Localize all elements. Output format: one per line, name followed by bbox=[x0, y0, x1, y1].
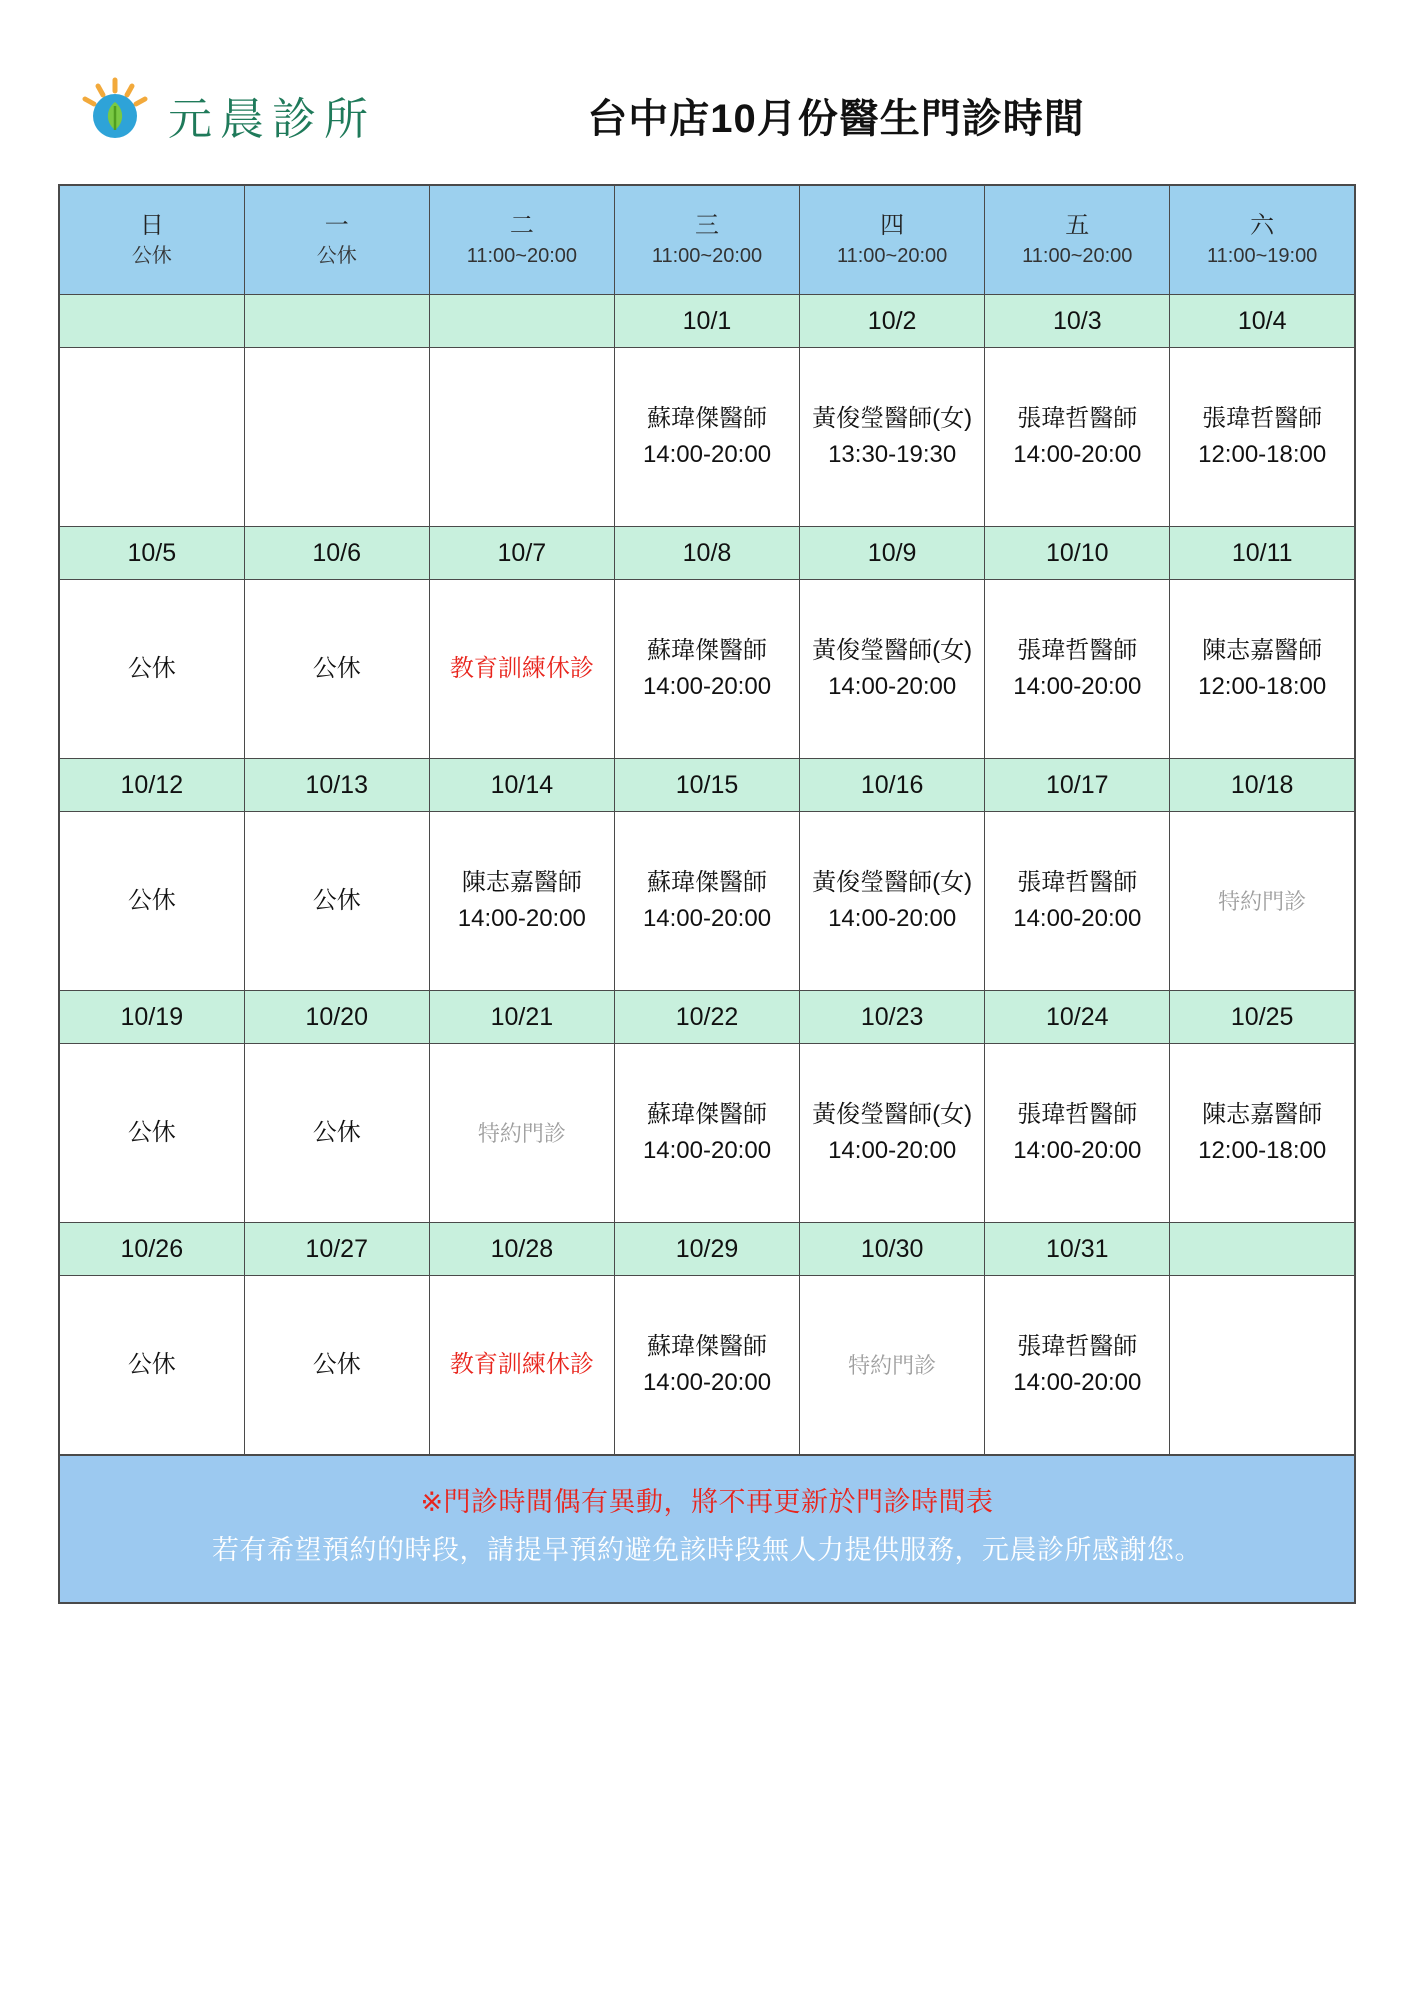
schedule-cell bbox=[985, 812, 1170, 991]
sun-leaf-logo-icon bbox=[76, 76, 154, 154]
schedule-cell bbox=[614, 1276, 799, 1456]
schedule-cell bbox=[800, 812, 985, 991]
weekday-name: 三 bbox=[694, 212, 719, 240]
doctor-hours: 14:00-20:00 bbox=[1013, 441, 1142, 468]
weekday-header-cell bbox=[985, 185, 1170, 295]
doctor-name: 張瑋哲醫師 bbox=[1017, 637, 1138, 664]
doctor-hours: 14:00-20:00 bbox=[457, 905, 586, 932]
date-cell: 10/24 bbox=[985, 991, 1170, 1044]
schedule-cell bbox=[59, 580, 244, 759]
weekday-name: 日 bbox=[139, 212, 164, 240]
schedule-cell bbox=[985, 1276, 1170, 1456]
weekday-name: 六 bbox=[1250, 212, 1275, 240]
clinic-name: 元晨診所 bbox=[168, 94, 376, 145]
doctor-name: 黃俊瑩醫師(女) bbox=[812, 869, 973, 896]
weekday-header-cell bbox=[244, 185, 429, 295]
schedule-table-body bbox=[59, 185, 1355, 1455]
doctor-name: 張瑋哲醫師 bbox=[1017, 405, 1138, 432]
doctor-name: 陳志嘉醫師 bbox=[1202, 637, 1323, 664]
doctor-hours: 14:00-20:00 bbox=[1013, 905, 1142, 932]
doctor-name: 蘇瑋傑醫師 bbox=[646, 637, 767, 664]
weekday-hours: 11:00~20:00 bbox=[1022, 244, 1133, 267]
weekday-hours: 11:00~19:00 bbox=[1207, 244, 1318, 267]
weekday-hours: 11:00~20:00 bbox=[466, 244, 577, 267]
date-cell: 10/27 bbox=[244, 1223, 429, 1276]
date-cell: 10/31 bbox=[985, 1223, 1170, 1276]
weekday-hours: 公休 bbox=[316, 244, 357, 267]
date-row bbox=[59, 991, 1355, 1044]
date-cell: 10/19 bbox=[59, 991, 244, 1044]
date-row bbox=[59, 1223, 1355, 1276]
date-row bbox=[59, 295, 1355, 348]
doctor-name: 蘇瑋傑醫師 bbox=[646, 405, 767, 432]
weekday-hours: 11:00~20:00 bbox=[651, 244, 763, 267]
schedule-cell bbox=[244, 1044, 429, 1223]
schedule-row bbox=[59, 812, 1355, 991]
date-cell: 10/17 bbox=[985, 759, 1170, 812]
doctor-name: 蘇瑋傑醫師 bbox=[646, 869, 767, 896]
date-row bbox=[59, 527, 1355, 580]
schedule-cell bbox=[59, 1276, 244, 1456]
doctor-hours: 14:00-20:00 bbox=[828, 1137, 957, 1164]
schedule-row bbox=[59, 1044, 1355, 1223]
date-cell: 10/20 bbox=[244, 991, 429, 1044]
date-cell: 10/7 bbox=[429, 527, 614, 580]
special-clinic-note: 特約門診 bbox=[1218, 888, 1307, 914]
date-cell: 10/10 bbox=[985, 527, 1170, 580]
doctor-name: 黃俊瑩醫師(女) bbox=[812, 637, 973, 664]
schedule-cell bbox=[244, 348, 429, 527]
schedule-cell bbox=[429, 812, 614, 991]
schedule-cell bbox=[1170, 348, 1355, 527]
date-cell: 10/11 bbox=[1170, 527, 1355, 580]
training-closed-note: 教育訓練休診 bbox=[449, 1351, 594, 1378]
schedule-cell bbox=[985, 1044, 1170, 1223]
schedule-cell bbox=[800, 580, 985, 759]
schedule-cell bbox=[429, 580, 614, 759]
schedule-cell bbox=[614, 812, 799, 991]
schedule-cell bbox=[429, 348, 614, 527]
closed-note: 公休 bbox=[127, 655, 176, 682]
schedule-cell bbox=[1170, 812, 1355, 991]
weekday-header-cell bbox=[614, 185, 799, 295]
doctor-name: 張瑋哲醫師 bbox=[1202, 405, 1323, 432]
weekday-header-cell bbox=[1170, 185, 1355, 295]
doctor-name: 張瑋哲醫師 bbox=[1017, 869, 1138, 896]
date-cell: 10/4 bbox=[1170, 295, 1355, 348]
schedule-cell bbox=[429, 1044, 614, 1223]
weekday-hours: 公休 bbox=[131, 244, 172, 267]
doctor-name: 陳志嘉醫師 bbox=[461, 869, 582, 896]
schedule-cell bbox=[1170, 580, 1355, 759]
date-cell: 10/8 bbox=[614, 527, 799, 580]
date-cell: 10/3 bbox=[985, 295, 1170, 348]
doctor-hours: 14:00-20:00 bbox=[828, 905, 957, 932]
date-cell: 10/21 bbox=[429, 991, 614, 1044]
weekday-hours: 11:00~20:00 bbox=[836, 244, 948, 267]
date-cell: 10/25 bbox=[1170, 991, 1355, 1044]
closed-note: 公休 bbox=[127, 887, 176, 914]
clinic-logo bbox=[76, 76, 376, 154]
date-cell: 10/14 bbox=[429, 759, 614, 812]
schedule-cell bbox=[1170, 1276, 1355, 1456]
date-cell: 10/5 bbox=[59, 527, 244, 580]
schedule-cell bbox=[244, 812, 429, 991]
doctor-hours: 12:00-18:00 bbox=[1198, 441, 1327, 468]
doctor-name: 黃俊瑩醫師(女) bbox=[812, 1101, 973, 1128]
weekday-header-cell bbox=[429, 185, 614, 295]
date-cell: 10/22 bbox=[614, 991, 799, 1044]
date-cell bbox=[1170, 1223, 1355, 1276]
schedule-cell bbox=[244, 580, 429, 759]
weekday-header-row bbox=[59, 185, 1355, 295]
footer-notice bbox=[58, 1456, 1356, 1604]
schedule-cell bbox=[985, 580, 1170, 759]
page-header bbox=[58, 60, 1356, 170]
doctor-name: 黃俊瑩醫師(女) bbox=[812, 405, 973, 432]
closed-note: 公休 bbox=[127, 1351, 176, 1378]
schedule-cell bbox=[244, 1276, 429, 1456]
closed-note: 公休 bbox=[312, 1351, 361, 1378]
schedule-cell bbox=[59, 812, 244, 991]
page-title: 台中店10月份醫生門診時間 bbox=[587, 96, 1085, 141]
doctor-hours: 14:00-20:00 bbox=[1013, 673, 1142, 700]
date-cell bbox=[244, 295, 429, 348]
weekday-header-cell bbox=[800, 185, 985, 295]
date-cell bbox=[429, 295, 614, 348]
weekday-header-cell bbox=[59, 185, 244, 295]
schedule-cell bbox=[614, 580, 799, 759]
doctor-hours: 14:00-20:00 bbox=[642, 1137, 772, 1164]
closed-note: 公休 bbox=[127, 1119, 176, 1146]
schedule-cell bbox=[985, 348, 1170, 527]
schedule-row bbox=[59, 1276, 1355, 1456]
date-cell: 10/15 bbox=[614, 759, 799, 812]
schedule-cell bbox=[1170, 1044, 1355, 1223]
date-cell: 10/23 bbox=[800, 991, 985, 1044]
weekday-name: 一 bbox=[324, 212, 349, 240]
doctor-hours: 14:00-20:00 bbox=[1013, 1369, 1142, 1396]
date-cell: 10/1 bbox=[614, 295, 799, 348]
date-cell: 10/6 bbox=[244, 527, 429, 580]
doctor-hours: 14:00-20:00 bbox=[642, 673, 772, 700]
doctor-hours: 14:00-20:00 bbox=[642, 905, 772, 932]
date-cell: 10/26 bbox=[59, 1223, 244, 1276]
date-cell: 10/18 bbox=[1170, 759, 1355, 812]
schedule-cell bbox=[800, 1044, 985, 1223]
date-cell bbox=[59, 295, 244, 348]
date-cell: 10/29 bbox=[614, 1223, 799, 1276]
footer-notice-primary: ※門診時間偶有異動，將不再更新於門診時間表 bbox=[420, 1487, 994, 1517]
schedule-table bbox=[58, 184, 1356, 1456]
special-clinic-note: 特約門診 bbox=[848, 1352, 937, 1378]
doctor-hours: 14:00-20:00 bbox=[642, 1369, 772, 1396]
schedule-cell bbox=[59, 348, 244, 527]
doctor-hours: 14:00-20:00 bbox=[828, 673, 957, 700]
doctor-hours: 14:00-20:00 bbox=[642, 441, 772, 468]
date-cell: 10/2 bbox=[800, 295, 985, 348]
schedule-cell bbox=[614, 348, 799, 527]
weekday-name: 四 bbox=[880, 212, 905, 240]
schedule-cell bbox=[614, 1044, 799, 1223]
doctor-name: 陳志嘉醫師 bbox=[1202, 1101, 1323, 1128]
date-cell: 10/30 bbox=[800, 1223, 985, 1276]
doctor-name: 張瑋哲醫師 bbox=[1017, 1101, 1138, 1128]
closed-note: 公休 bbox=[312, 887, 361, 914]
special-clinic-note: 特約門診 bbox=[477, 1120, 566, 1146]
training-closed-note: 教育訓練休診 bbox=[449, 655, 594, 682]
date-cell: 10/16 bbox=[800, 759, 985, 812]
date-cell: 10/28 bbox=[429, 1223, 614, 1276]
closed-note: 公休 bbox=[312, 1119, 361, 1146]
schedule-cell bbox=[429, 1276, 614, 1456]
date-cell: 10/12 bbox=[59, 759, 244, 812]
schedule-cell bbox=[800, 1276, 985, 1456]
schedule-cell bbox=[800, 348, 985, 527]
doctor-hours: 12:00-18:00 bbox=[1198, 673, 1327, 700]
schedule-row bbox=[59, 580, 1355, 759]
weekday-name: 五 bbox=[1065, 212, 1090, 240]
footer-notice-secondary: 若有希望預約的時段，請提早預約避免該時段無人力提供服務，元晨診所感謝您。 bbox=[212, 1534, 1202, 1565]
doctor-hours: 14:00-20:00 bbox=[1013, 1137, 1142, 1164]
doctor-hours: 13:30-19:30 bbox=[828, 441, 957, 468]
doctor-name: 蘇瑋傑醫師 bbox=[646, 1333, 767, 1360]
doctor-hours: 12:00-18:00 bbox=[1198, 1137, 1327, 1164]
date-row bbox=[59, 759, 1355, 812]
doctor-name: 張瑋哲醫師 bbox=[1017, 1333, 1138, 1360]
weekday-name: 二 bbox=[509, 212, 534, 240]
date-cell: 10/9 bbox=[800, 527, 985, 580]
schedule-cell bbox=[59, 1044, 244, 1223]
closed-note: 公休 bbox=[312, 655, 361, 682]
schedule-row bbox=[59, 348, 1355, 527]
date-cell: 10/13 bbox=[244, 759, 429, 812]
doctor-name: 蘇瑋傑醫師 bbox=[646, 1101, 767, 1128]
